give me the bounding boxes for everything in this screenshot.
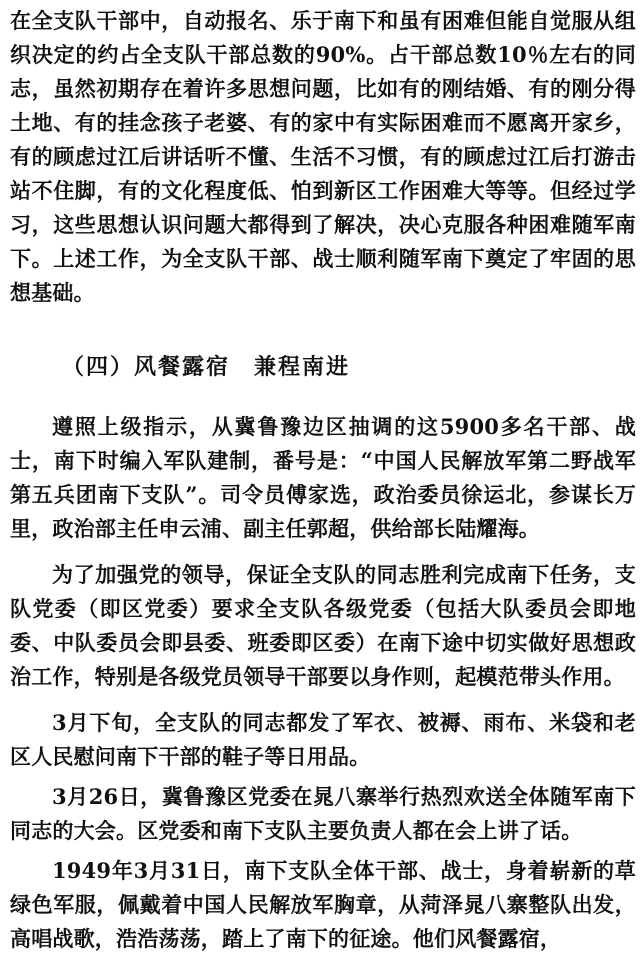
paragraph-2: 遵照上级指示，从冀鲁豫边区抽调的这5900多名干部、战士，南下时编入军队建制，番号是：“中国人民解放军第二野战军第五兵团南下支队”。司令员傅家选，政治委员徐运北，参谋长万里，政治部主任申云浦、副主任郭超，供给部长陆耀海。: [10, 414, 636, 541]
section-heading: （四）风餐露宿 兼程南进: [62, 354, 351, 380]
paragraph-6: 1949年3月31日，南下支队全体干部、战士，身着崭新的草绿色军服，佩戴着中国人民解放军胸章，从菏泽晁八寨整队出发，高唱战歌，浩浩荡荡，踏上了南下的征途。他们风餐露宿，: [10, 858, 636, 951]
paragraph-3: 为了加强党的领导，保证全支队的同志胜利完成南下任务，支队党委（即区党委）要求全支队各级党委（包括大队委员会即地委、中队委员会即县委、班委即区委）在南下途中切实做好思想政治工作，特别是各级党员领导干部要以身作则，起模范带头作用。: [10, 562, 636, 689]
paragraph-4: 3月下旬，全支队的同志都发了军衣、被褥、雨布、米袋和老区人民慰问南下干部的鞋子等日用品。: [10, 710, 636, 769]
paragraph-1: 在全支队干部中，自动报名、乐于南下和虽有困难但能自觉服从组织决定的约占全支队干部总数的90%。占干部总数10％左右的同志，虽然初期存在着许多思想问题，比如有的刚结婚、有的刚分得土地、有的挂念孩子老婆、有的家中有实际困难而不愿离开家乡，有的顾虑过江后讲话听不懂、生活不习惯，有的顾虑过江后打游击站不住脚，有的文化程度低、怕到新区工作困难大等等。但经过学习，这些思想认识问题大都得到了解决，决心克服各种困难随军南下。上述工作，为全支队干部、战士顺利随军南下奠定了牢固的思想基础。: [10, 8, 636, 305]
paragraph-5: 3月26日，冀鲁豫区党委在晁八寨举行热烈欢送全体随军南下同志的大会。区党委和南下支队主要负责人都在会上讲了话。: [10, 784, 636, 843]
